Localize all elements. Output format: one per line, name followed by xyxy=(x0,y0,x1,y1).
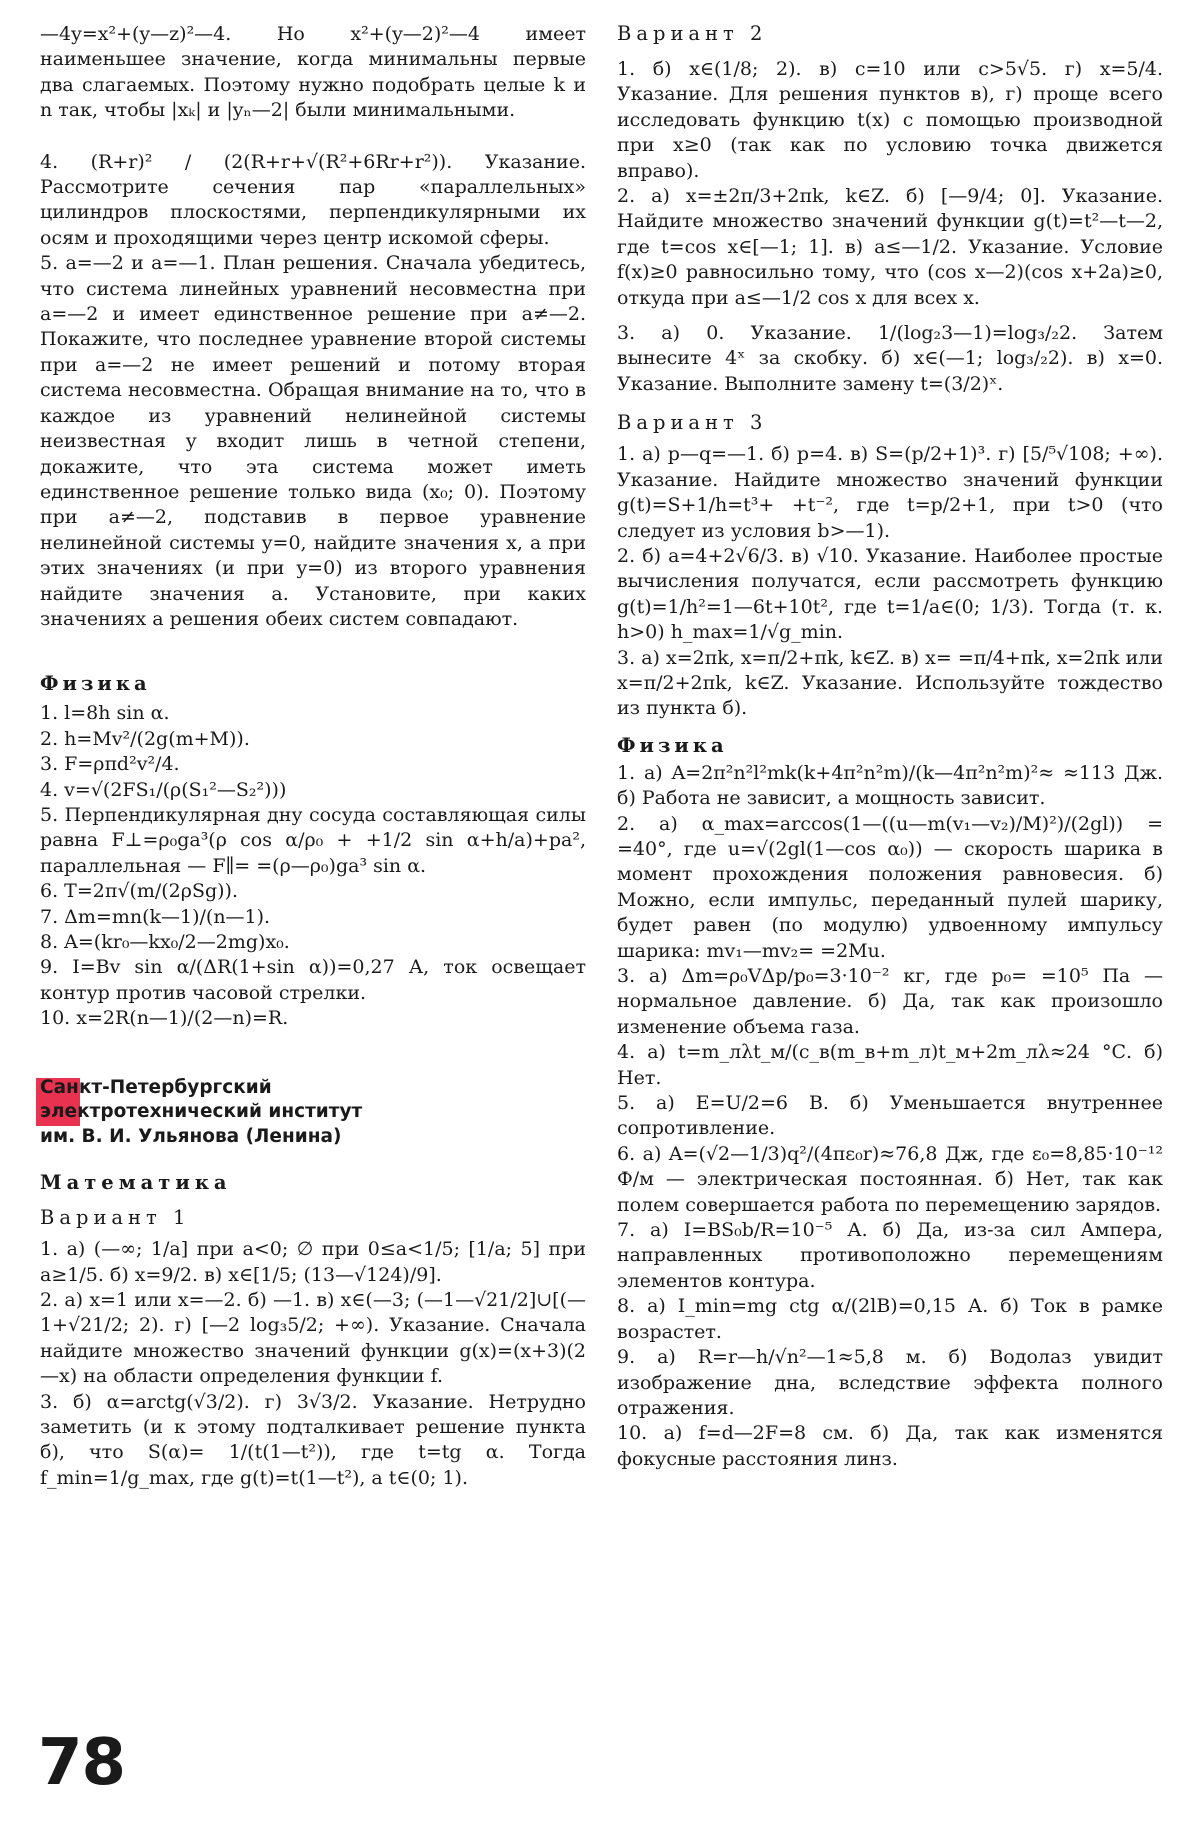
answer-item: 6. T=2π√(m/(2ρSg)). xyxy=(40,880,238,903)
answer-paragraph: —4y=x²+(y—z)²—4. Но x²+(y—2)²—4 имеет наименьшее значение, когда минимальны первые два слагаемых. Поэтому нужно подобрать целые k и n так, чтобы |xₖ| и |yₙ—2| были минимальными. xyxy=(40,23,586,122)
answer-paragraph: 1. а) p—q=—1. б) p=4. в) S=(p/2+1)³. г) [5/⁵√108; +∞). Указание. Найдите множество значений функции g(t)=S+1/h=t³+ +t⁻², где t=p/2+1, при t>0 (что следует из условия b>—1). xyxy=(617,443,1163,542)
institute-line: им. В. И. Ульянова (Ленина) xyxy=(40,1125,342,1147)
institute-line: Санкт-Петербургский xyxy=(40,1076,272,1098)
section-heading-math: Математика xyxy=(40,1171,232,1195)
answer-item: 9. I=Bv sin α/(ΔR(1+sin α))=0,27 А, ток освещает контур против часовой стрелки. xyxy=(40,956,586,1004)
left-column xyxy=(40,22,586,1491)
physics-answer-list xyxy=(40,701,586,1031)
right-column xyxy=(617,22,1163,1472)
answer-paragraph: 8. а) I_min=mg ctg α/(2lB)=0,15 А. б) Ток в рамке возрастет. xyxy=(617,1295,1163,1343)
answer-paragraph: 2. а) x=±2π/3+2πk, k∈Z. б) [—9/4; 0]. Указание. Найдите множество значений функции g(t)=t²—t—2, где t=cos x∈[—1; 1]. в) a≤—1/2. Указание. Условие f(x)≥0 равносильно тому, что (cos x—2)(cos x+2a)≥0, откуда при a≤—1/2 cos x для всех x. xyxy=(617,185,1163,309)
institute-title xyxy=(40,1076,586,1150)
answer-paragraph: 2. а) α_max=arccos(1—((u—m(v₁—v₂)/M)²)/(2gl)) = =40°, где u=√(2gl(1—cos α₀)) — скорость шарика в момент прохождения положения равновесия. б) Можно, если импульс, переданный пулей шарику, будет равен (по модулю) удвоенному импульсу шарика: mv₁—mv₂= =2Mu. xyxy=(617,812,1163,962)
answer-paragraph: 2. а) x=1 или x=—2. б) —1. в) x∈(—3; (—1—√21/2]∪[(—1+√21/2; 2). г) [—2 log₃5/2; +∞). Указание. Сначала найдите множество значений функции g(x)=(x+3)(2—x) на области определения функции f. xyxy=(40,1288,586,1388)
answer-paragraph: 3. а) x=2πk, x=π/2+πk, k∈Z. в) x= =π/4+πk, x=2πk или x=π/2+2πk, k∈Z. Указание. Используйте тождество из пункта б). xyxy=(617,646,1163,720)
answer-item: 3. F=ρπd²v²/4. xyxy=(40,753,180,776)
answer-item: 8. A=(kr₀—kx₀/2—2mg)x₀. xyxy=(40,931,290,953)
section-heading-physics: Физика xyxy=(40,672,151,696)
answer-item: 4. v=√(2FS₁/(ρ(S₁²—S₂²))) xyxy=(40,778,287,801)
variant-heading: Вариант 2 xyxy=(617,22,768,45)
answer-item: 2. h=Mv²/(2g(m+M)). xyxy=(40,727,250,750)
answer-paragraph: 4. (R+r)² / (2(R+r+√(R²+6Rr+r²)). Указание. Рассмотрите сечения пар «параллельных» цилиндров плоскостями, перпендикулярными их осям и проходящими через центр искомой сферы. xyxy=(40,150,586,249)
answer-item: 5. Перпендикулярная дну сосуда составляющая силы равна F⊥=ρ₀ga³(ρ cos α/ρ₀ + +1/2 sin α+h/a)+pa², параллельная — F∥= =(ρ—ρ₀)ga³ sin α. xyxy=(40,803,586,877)
answer-item: 1. l=8h sin α. xyxy=(40,702,170,725)
page-number: 78 xyxy=(38,1726,126,1800)
answer-item: 7. Δm=mn(k—1)/(n—1). xyxy=(40,905,271,928)
variant-heading: Вариант 1 xyxy=(40,1206,191,1230)
answer-paragraph: 1. б) x∈(1/8; 2). в) c=10 или c>5√5. г) x=5/4. Указание. Для решения пунктов в), г) проще всего исследовать функцию t(x) с помощью производной при x≥0 (так как по условию точка движется вправо). xyxy=(617,58,1163,182)
answer-paragraph: 1. а) (—∞; 1/a] при a<0; ∅ при 0≤a<1/5; [1/a; 5] при a≥1/5. б) x=9/2. в) x∈[1/5; (13—√124)/9]. xyxy=(40,1238,586,1286)
answer-paragraph: 3. а) Δm=ρ₀VΔp/p₀=3·10⁻² кг, где p₀= =10⁵ Па — нормальное давление. б) Да, так как произошло изменение объема газа. xyxy=(617,965,1163,1038)
section-heading-physics: Физика xyxy=(617,733,728,757)
answer-paragraph: 10. а) f=d—2F=8 см. б) Да, так как изменятся фокусные расстояния линз. xyxy=(617,1422,1163,1470)
answer-paragraph: 9. а) R=r—h/√n²—1≈5,8 м. б) Водолаз увидит изображение дна, вследствие эффекта полного отражения. xyxy=(617,1346,1163,1419)
answer-paragraph: 5. а) E=U/2=6 В. б) Уменьшается внутреннее сопротивление. xyxy=(617,1092,1163,1140)
answer-item: 10. x=2R(n—1)/(2—n)=R. xyxy=(40,1007,289,1030)
answer-paragraph: 7. а) I=BS₀b/R=10⁻⁵ А. б) Да, из-за сил Ампера, направленных противоположно перемещениям элементов контура. xyxy=(617,1219,1163,1292)
answer-paragraph: 1. а) A=2π²n²l²mk(k+4π²n²m)/(k—4π²n²m)²≈ ≈113 Дж. б) Работа не зависит, а мощность зависит. xyxy=(617,761,1163,810)
answer-paragraph: 5. a=—2 и a=—1. План решения. Сначала убедитесь, что система линейных уравнений несовместна при a=—2 и имеет единственное решение при a≠—2. Покажите, что последнее уравнение второй системы при a=—2 не имеет решений и потому вторая система несовместна. Обращая внимание на то, что в каждое из уравнений нелинейной системы неизвестная y входит лишь в четной степени, докажите, что эта система может иметь единственное решение только вида (x₀; 0). Поэтому при a≠—2, подставив в первое уравнение нелинейной системы y=0, найдите значения x, а при этих значениях (и при y=0) из второго уравнения найдите значения a. Установите, при каких значениях a решения обеих систем совпадают. xyxy=(40,252,586,630)
answer-paragraph: 2. б) a=4+2√6/3. в) √10. Указание. Наиболее простые вычисления получатся, если рассмотреть функцию g(t)=1/h²=1—6t+10t², где t=1/a∈(0; 1/3). Тогда (т. к. h>0) h_max=1/√g_min. xyxy=(617,544,1163,644)
variant-heading: Вариант 3 xyxy=(617,411,768,435)
institute-line: электротехнический институт xyxy=(40,1101,363,1123)
answer-paragraph: 3. б) α=arctg(√3/2). г) 3√3/2. Указание. Нетрудно заметить (и к этому подталкивает решение пункта б), что S(α)= 1/(t(1—t²)), где t=tg α. Тогда f_min=1/g_max, где g(t)=t(1—t²), а t∈(0; 1). xyxy=(40,1390,586,1489)
answer-paragraph: 6. а) A=(√2—1/3)q²/(4πε₀r)≈76,8 Дж, где ε₀=8,85·10⁻¹² Ф/м — электрическая постоянная. б) Нет, так как полем совершается работа по перемещению зарядов. xyxy=(617,1142,1163,1216)
answer-paragraph: 3. а) 0. Указание. 1/(log₂3—1)=log₃/₂2. Затем вынесите 4ˣ за скобку. б) x∈(—1; log₃/₂2). в) x=0. Указание. Выполните замену t=(3/2)ˣ. xyxy=(617,322,1163,395)
answer-paragraph: 4. а) t=m_лλt_м/(c_в(m_в+m_л)t_м+2m_лλ≈24 °С. б) Нет. xyxy=(617,1041,1163,1089)
